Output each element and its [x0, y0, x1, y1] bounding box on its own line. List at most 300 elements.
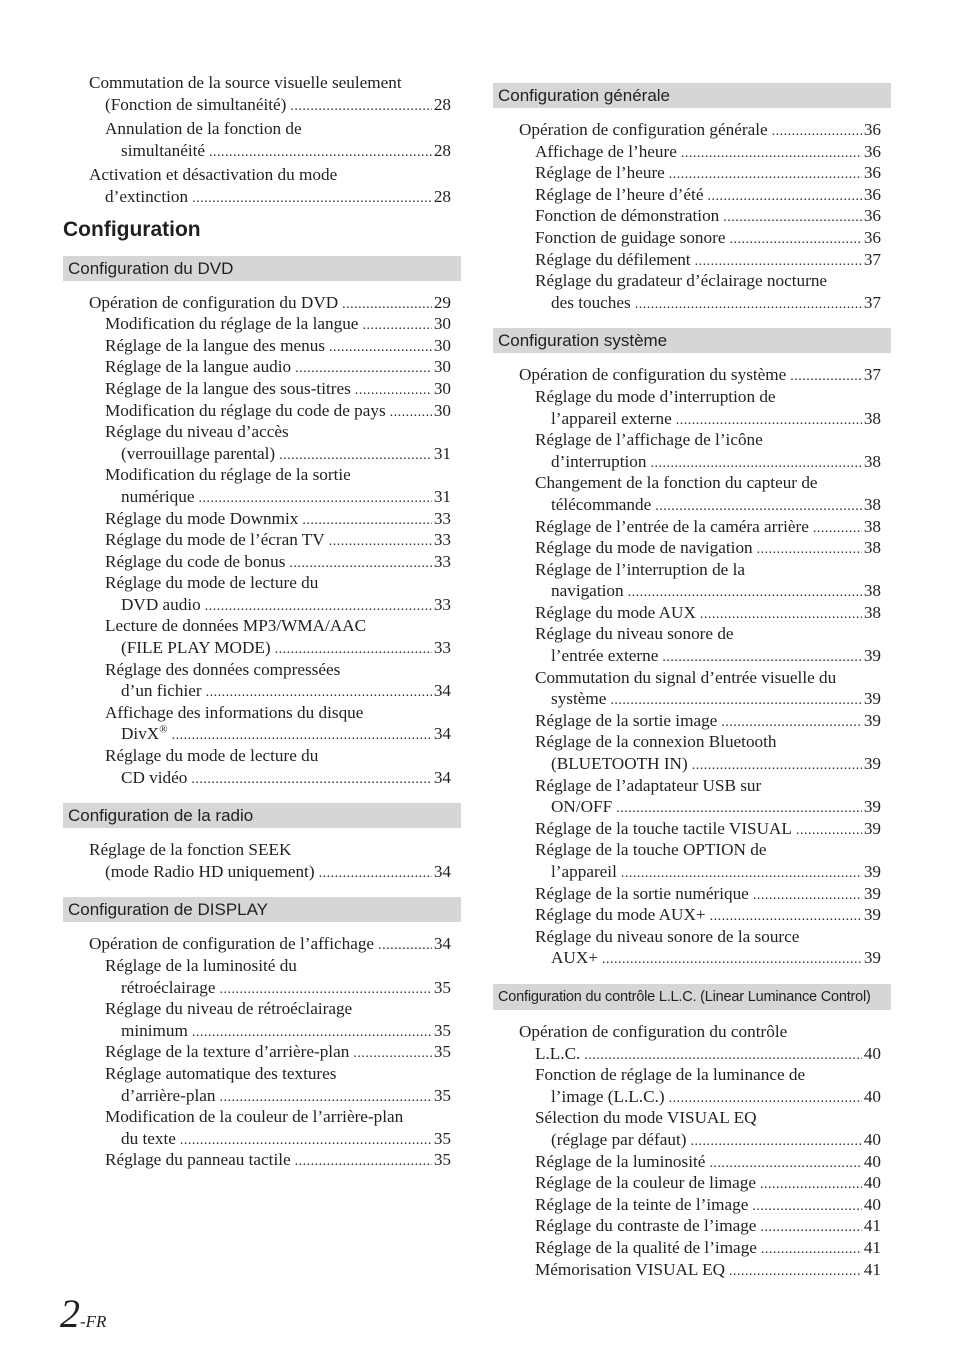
toc-entry-text [535, 516, 809, 538]
toc-entry-label: l’appareil externe [551, 408, 672, 428]
toc-line [493, 904, 891, 926]
dot-leader [655, 496, 862, 518]
dot-leader [329, 337, 432, 359]
section-bar: Configuration système [493, 328, 891, 353]
toc-line [493, 1151, 891, 1173]
dot-leader [729, 1261, 862, 1283]
toc-entry[interactable] [63, 1041, 461, 1063]
toc-page-number: 36 [863, 120, 881, 139]
toc-entry-text [551, 408, 672, 430]
toc-page-number: 38 [863, 516, 881, 536]
toc-entry[interactable] [63, 572, 461, 615]
toc-page-number: 39 [863, 862, 881, 881]
toc-entry[interactable] [63, 998, 461, 1041]
toc-line [63, 723, 461, 745]
toc-entry[interactable] [63, 933, 461, 955]
toc-page-number: 35 [433, 977, 451, 997]
toc-page-number: 30 [433, 335, 451, 355]
dot-leader [302, 510, 431, 532]
toc-entry-title-line: Réglage de la connexion Bluetooth [535, 732, 777, 752]
toc-entry[interactable] [493, 472, 891, 515]
toc-entry-label: Affichage de l’heure [535, 141, 677, 161]
toc-entry-label: Réglage de la qualité de l’image [535, 1237, 757, 1257]
dot-leader [721, 712, 862, 734]
toc-line [63, 933, 461, 955]
toc-entry[interactable] [63, 1106, 461, 1149]
toc-entry-text [105, 356, 291, 378]
toc-line [63, 94, 461, 116]
toc-entry[interactable] [63, 1149, 461, 1171]
toc-entry-label: Réglage du code de bonus [105, 551, 286, 571]
toc-entry-label: système [551, 689, 607, 709]
toc-entry-title-line: Réglage du niveau sonore de la source [535, 926, 800, 946]
toc-entry-label: l’appareil [551, 862, 617, 881]
section-bar: Configuration générale [493, 83, 891, 108]
toc-entry-label: Réglage du défilement [535, 249, 691, 269]
toc-entry-text [551, 753, 688, 775]
toc-entry[interactable] [493, 1194, 891, 1216]
dot-leader [209, 142, 432, 164]
toc-entry[interactable] [493, 537, 891, 559]
toc-entry-label: Réglage de la sortie image [535, 710, 718, 730]
toc-entry-title-line: Affichage des informations du disque [105, 702, 364, 722]
toc-line [493, 292, 891, 314]
toc-entry[interactable] [63, 356, 461, 378]
toc-entry-label: Réglage de l’heure d’été [535, 184, 704, 204]
toc-entry-text [535, 602, 696, 624]
toc-line [493, 1237, 891, 1259]
toc-page-number: 38 [863, 538, 881, 558]
toc-page-number: 39 [863, 905, 881, 925]
toc-line [63, 637, 461, 659]
toc-entry-label: AUX+ [551, 948, 598, 968]
toc-page-number: 40 [863, 1151, 881, 1171]
dot-leader [729, 229, 861, 251]
toc-entry[interactable] [493, 1259, 891, 1281]
toc-entry[interactable] [63, 1063, 461, 1106]
toc-page-number: 37 [863, 249, 881, 269]
section-entries [493, 119, 891, 313]
toc-entry[interactable] [63, 839, 461, 882]
toc-entry-label: Fonction de guidage sonore [535, 227, 726, 247]
dot-leader [319, 863, 432, 885]
toc-entry[interactable] [493, 904, 891, 926]
dot-leader [295, 1151, 432, 1173]
toc-entry-title-line: Sélection du mode VISUAL EQ [535, 1108, 757, 1128]
toc-entry-title-line: Réglage de l’interruption de la [535, 559, 745, 579]
toc-entry-label: Opération de configuration du DVD [89, 292, 339, 312]
page-number-suffix: -FR [80, 1312, 107, 1331]
dot-leader [813, 518, 862, 540]
toc-entry-label: (FILE PLAY MODE) [121, 638, 271, 658]
toc-line [63, 140, 461, 162]
toc-entry-label: d’interruption [551, 451, 647, 471]
toc-entry-text [535, 205, 719, 227]
toc-entry-text [535, 227, 725, 249]
toc-entry-title-line: Modification de la couleur de l’arrière-plan [105, 1107, 404, 1127]
toc-entry-text [551, 947, 598, 969]
toc-entry-label: rétroéclairage [121, 977, 216, 997]
toc-entry-label: numérique [121, 486, 195, 506]
toc-page-number: 38 [863, 581, 881, 601]
toc-entry-label: minimum [121, 1020, 188, 1040]
toc-entry-label: (réglage par défaut) [551, 1129, 687, 1149]
toc-line [493, 753, 891, 775]
toc-entry-label: Réglage du mode AUX+ [535, 905, 706, 925]
dot-leader [362, 315, 431, 337]
toc-entry-label: DVD audio [121, 594, 201, 614]
toc-entry-title-line: Commutation de la source visuelle seulement [89, 73, 402, 92]
toc-page-number: 33 [433, 551, 451, 571]
section-heading-configuration: Configuration [63, 217, 201, 241]
dot-leader [681, 143, 862, 165]
toc-line [63, 292, 461, 314]
toc-entry[interactable] [493, 386, 891, 429]
toc-page-number: 39 [863, 883, 881, 903]
toc-page-number: 36 [863, 227, 881, 247]
toc-page-number: 41 [863, 1237, 881, 1257]
dot-leader [628, 582, 862, 604]
toc-line [493, 451, 891, 473]
toc-entry-text [551, 1129, 687, 1151]
toc-page-number: 38 [863, 451, 881, 471]
toc-entry-text [105, 861, 315, 883]
toc-entry[interactable] [63, 659, 461, 702]
toc-entry-label: L.L.C. [535, 1043, 581, 1063]
toc-entry-label: des touches [551, 292, 631, 312]
dot-leader [602, 949, 862, 971]
toc-entry[interactable] [493, 775, 891, 818]
toc-entry-title-line: Réglage du mode de lecture du [105, 573, 319, 593]
dot-leader [206, 682, 432, 704]
toc-entry-label: Réglage de la texture d’arrière-plan [105, 1042, 350, 1062]
toc-page-number: 33 [433, 638, 451, 658]
toc-pre-block [63, 72, 461, 115]
toc-line [493, 1086, 891, 1108]
page-number [60, 1290, 106, 1337]
toc-entry-text [535, 1151, 705, 1173]
toc-entry-text [535, 1194, 748, 1216]
toc-entry-text [535, 1043, 580, 1065]
toc-page-number: 39 [863, 646, 881, 666]
dot-leader [753, 885, 862, 907]
toc-entry[interactable] [493, 839, 891, 882]
toc-entry-title-line: Réglage de la fonction SEEK [89, 840, 292, 860]
toc-entry-label: CD vidéo [121, 767, 188, 787]
toc-entry[interactable] [493, 559, 891, 602]
toc-line [493, 494, 891, 516]
toc-entry-text [551, 861, 617, 883]
toc-entry[interactable] [493, 1064, 891, 1107]
toc-entry[interactable] [63, 118, 461, 161]
toc-entry-title-line: Réglage du mode d’interruption de [535, 386, 776, 406]
toc-page-number: 38 [863, 602, 881, 622]
toc-entry-text [551, 1086, 665, 1108]
toc-entry[interactable] [63, 615, 461, 658]
toc-entry[interactable] [493, 883, 891, 905]
toc-page-number: 35 [433, 1150, 451, 1170]
toc-line [493, 1043, 891, 1065]
toc-entry[interactable] [493, 205, 891, 227]
toc-entry[interactable] [63, 464, 461, 507]
toc-entry[interactable] [63, 955, 461, 998]
toc-line [493, 1172, 891, 1194]
dot-leader [219, 1087, 431, 1109]
toc-entry-text [535, 710, 717, 732]
toc-entry-label: Opération de configuration de l’affichage [89, 934, 375, 954]
toc-entry-label: Réglage de l’heure [535, 163, 665, 183]
toc-entry[interactable] [493, 119, 891, 141]
right-column [493, 83, 891, 1280]
toc-line [493, 141, 891, 163]
toc-line [493, 227, 891, 249]
toc-entry-text [105, 551, 285, 573]
toc-entry-text [121, 594, 201, 616]
dot-leader [691, 1131, 862, 1153]
toc-line [493, 818, 891, 840]
dot-leader [761, 1239, 862, 1261]
toc-entry-text [535, 1237, 757, 1259]
toc-entry[interactable] [63, 400, 461, 422]
toc-entry-title-line: Annulation de la fonction de [105, 119, 302, 139]
toc-entry[interactable] [493, 602, 891, 624]
toc-entry[interactable] [63, 292, 461, 314]
toc-entry-text [121, 140, 205, 162]
toc-line [493, 1129, 891, 1151]
toc-entry-text [535, 904, 706, 926]
toc-line [493, 1215, 891, 1237]
left-column [63, 72, 461, 1171]
toc-entry-title-line: Réglage automatique des textures [105, 1063, 337, 1083]
toc-entry[interactable] [63, 335, 461, 357]
toc-entry-label: Réglage de la teinte de l’image [535, 1194, 749, 1214]
toc-entry[interactable] [493, 926, 891, 969]
toc-entry-text [535, 883, 749, 905]
toc-line [63, 1149, 461, 1171]
toc-line [493, 516, 891, 538]
toc-entry-title-line: Opération de configuration du contrôle [519, 1021, 788, 1041]
toc-entry[interactable] [63, 551, 461, 573]
toc-entry[interactable] [493, 731, 891, 774]
section-entries [63, 933, 461, 1171]
page-number-value: 2 [60, 1291, 80, 1336]
toc-line [493, 1194, 891, 1216]
toc-entry-title-line: Réglage du gradateur d’éclairage nocturne [535, 271, 828, 291]
toc-entry[interactable] [493, 1151, 891, 1173]
toc-entry[interactable] [63, 72, 461, 115]
toc-entry-text [535, 162, 665, 184]
section-entries [63, 292, 461, 789]
toc-entry-label: (BLUETOOTH IN) [551, 754, 688, 774]
toc-entry-label: d’arrière-plan [121, 1085, 216, 1105]
toc-page-number: 38 [863, 494, 881, 514]
toc-entry-label: Opération de configuration du système [519, 365, 787, 385]
toc-entry[interactable] [63, 164, 461, 207]
toc-page-number: 30 [433, 400, 451, 420]
dot-leader [290, 96, 431, 118]
toc-entry[interactable] [63, 508, 461, 530]
dot-leader [757, 539, 862, 561]
toc-entry-label: simultanéité [121, 140, 206, 160]
toc-page-number: 34 [433, 934, 451, 954]
toc-entry[interactable] [493, 710, 891, 732]
toc-entry[interactable] [493, 623, 891, 666]
dot-leader [760, 1217, 861, 1239]
toc-entry[interactable] [63, 745, 461, 788]
toc-line [493, 710, 891, 732]
toc-entry-label: Réglage du mode de l’écran TV [105, 530, 325, 550]
toc-page-number: 36 [863, 206, 881, 226]
toc-entry[interactable] [493, 429, 891, 472]
dot-leader [695, 251, 862, 273]
toc-page-number: 28 [433, 94, 451, 114]
toc-line [63, 1085, 461, 1107]
toc-line [493, 249, 891, 271]
toc-entry[interactable] [63, 702, 461, 745]
dot-leader [796, 820, 862, 842]
toc-line [63, 378, 461, 400]
dot-leader [616, 798, 862, 820]
toc-line [63, 977, 461, 999]
dot-leader [205, 596, 432, 618]
toc-entry[interactable] [63, 378, 461, 400]
toc-entry[interactable] [63, 313, 461, 335]
toc-page-number: 37 [863, 292, 881, 312]
toc-entry-text [105, 186, 188, 208]
toc-entry[interactable] [493, 1107, 891, 1150]
dot-leader [378, 935, 432, 957]
toc-entry[interactable] [493, 667, 891, 710]
toc-line [493, 883, 891, 905]
toc-entry[interactable] [493, 270, 891, 313]
toc-entry-text [121, 486, 195, 508]
dot-leader [723, 207, 862, 229]
toc-line [63, 508, 461, 530]
toc-entry[interactable] [493, 1215, 891, 1237]
toc-entry-text [105, 313, 358, 335]
toc-entry-title-line: Commutation du signal d’entrée visuelle du [535, 667, 837, 687]
toc-entry[interactable] [493, 227, 891, 249]
toc-line [493, 796, 891, 818]
toc-entry-text [121, 637, 271, 659]
toc-entry-text [121, 1020, 188, 1042]
toc-page-number: 34 [433, 767, 451, 787]
toc-entry-text [121, 1128, 176, 1150]
toc-entry-label: Modification du réglage de la langue [105, 314, 359, 334]
toc-page-number: 33 [433, 508, 451, 528]
toc-page-number: 39 [863, 818, 881, 838]
section-entries [493, 364, 891, 969]
section-bar: Configuration de DISPLAY [63, 897, 461, 922]
toc-entry[interactable] [493, 249, 891, 271]
dot-leader [279, 445, 432, 467]
toc-entry-title-line: Changement de la fonction du capteur de [535, 473, 818, 493]
toc-entry-title-line: Modification du réglage de la sortie [105, 465, 351, 485]
section-entries [493, 1021, 891, 1280]
dot-leader [650, 453, 861, 475]
toc-entry-text [535, 537, 753, 559]
dot-leader [275, 639, 432, 661]
toc-page-number: 40 [863, 1173, 881, 1193]
dot-leader [172, 725, 432, 747]
toc-entry-label: l’entrée externe [551, 646, 659, 666]
dot-leader [180, 1130, 432, 1152]
toc-entry-label: d’extinction [105, 186, 189, 206]
toc-line [63, 1020, 461, 1042]
dot-leader [329, 531, 432, 553]
toc-page-number: 29 [433, 292, 451, 312]
toc-entry[interactable] [493, 141, 891, 163]
toc-entry-label: télécommande [551, 494, 652, 514]
toc-line [63, 186, 461, 208]
toc-entry[interactable] [493, 1237, 891, 1259]
toc-line [493, 947, 891, 969]
toc-entry[interactable] [63, 529, 461, 551]
toc-entry[interactable] [493, 1172, 891, 1194]
toc-line [493, 408, 891, 430]
toc-page-number: 39 [863, 689, 881, 709]
toc-line [63, 356, 461, 378]
toc-entry-label: Réglage de la sortie numérique [535, 883, 749, 903]
toc-entry[interactable] [493, 516, 891, 538]
toc-page-number: 38 [863, 408, 881, 428]
dot-leader [707, 186, 861, 208]
toc-line [63, 400, 461, 422]
toc-line [493, 602, 891, 624]
toc-line [63, 1041, 461, 1063]
toc-page-number: 34 [433, 681, 451, 701]
dot-leader [355, 380, 432, 402]
toc-line [63, 680, 461, 702]
toc-entry-text [121, 1085, 215, 1107]
toc-line [493, 1259, 891, 1281]
toc-entry-title-line: Réglage de la luminosité du [105, 956, 297, 975]
dot-leader [635, 294, 862, 316]
toc-entry[interactable] [63, 421, 461, 464]
toc-entry[interactable] [493, 364, 891, 386]
toc-entry-label: Réglage de la langue des sous-titres [105, 378, 351, 398]
toc-entry-text [551, 688, 606, 710]
toc-line [493, 861, 891, 883]
toc-page-number: 30 [433, 357, 451, 377]
toc-line [493, 205, 891, 227]
toc-page-number: 40 [863, 1086, 881, 1106]
toc-page-number: 35 [433, 1085, 451, 1105]
toc-page-number: 35 [433, 1128, 451, 1148]
toc-entry-title-line: Fonction de réglage de la luminance de [535, 1065, 806, 1085]
toc-entry[interactable] [493, 184, 891, 206]
toc-line [63, 1128, 461, 1150]
toc-entry[interactable] [493, 1021, 891, 1064]
toc-entry-text [551, 494, 651, 516]
dot-leader [584, 1045, 861, 1067]
toc-entry-text [105, 1149, 291, 1171]
dot-leader [199, 488, 432, 510]
toc-page-number: 35 [433, 1042, 451, 1062]
registered-mark: ® [159, 723, 168, 736]
toc-entry-text [535, 1259, 725, 1281]
section-bar: Configuration du contrôle L.L.C. (Linear Luminance Control) [493, 984, 891, 1010]
toc-entry-text [121, 977, 215, 999]
toc-entry-text [105, 1041, 349, 1063]
dot-leader [692, 755, 862, 777]
dot-leader [662, 647, 861, 669]
toc-entry[interactable] [493, 162, 891, 184]
toc-page-number: 34 [433, 861, 451, 881]
toc-entry[interactable] [493, 818, 891, 840]
dot-leader [700, 604, 862, 626]
toc-entry-title-line: Réglage des données compressées [105, 659, 341, 679]
